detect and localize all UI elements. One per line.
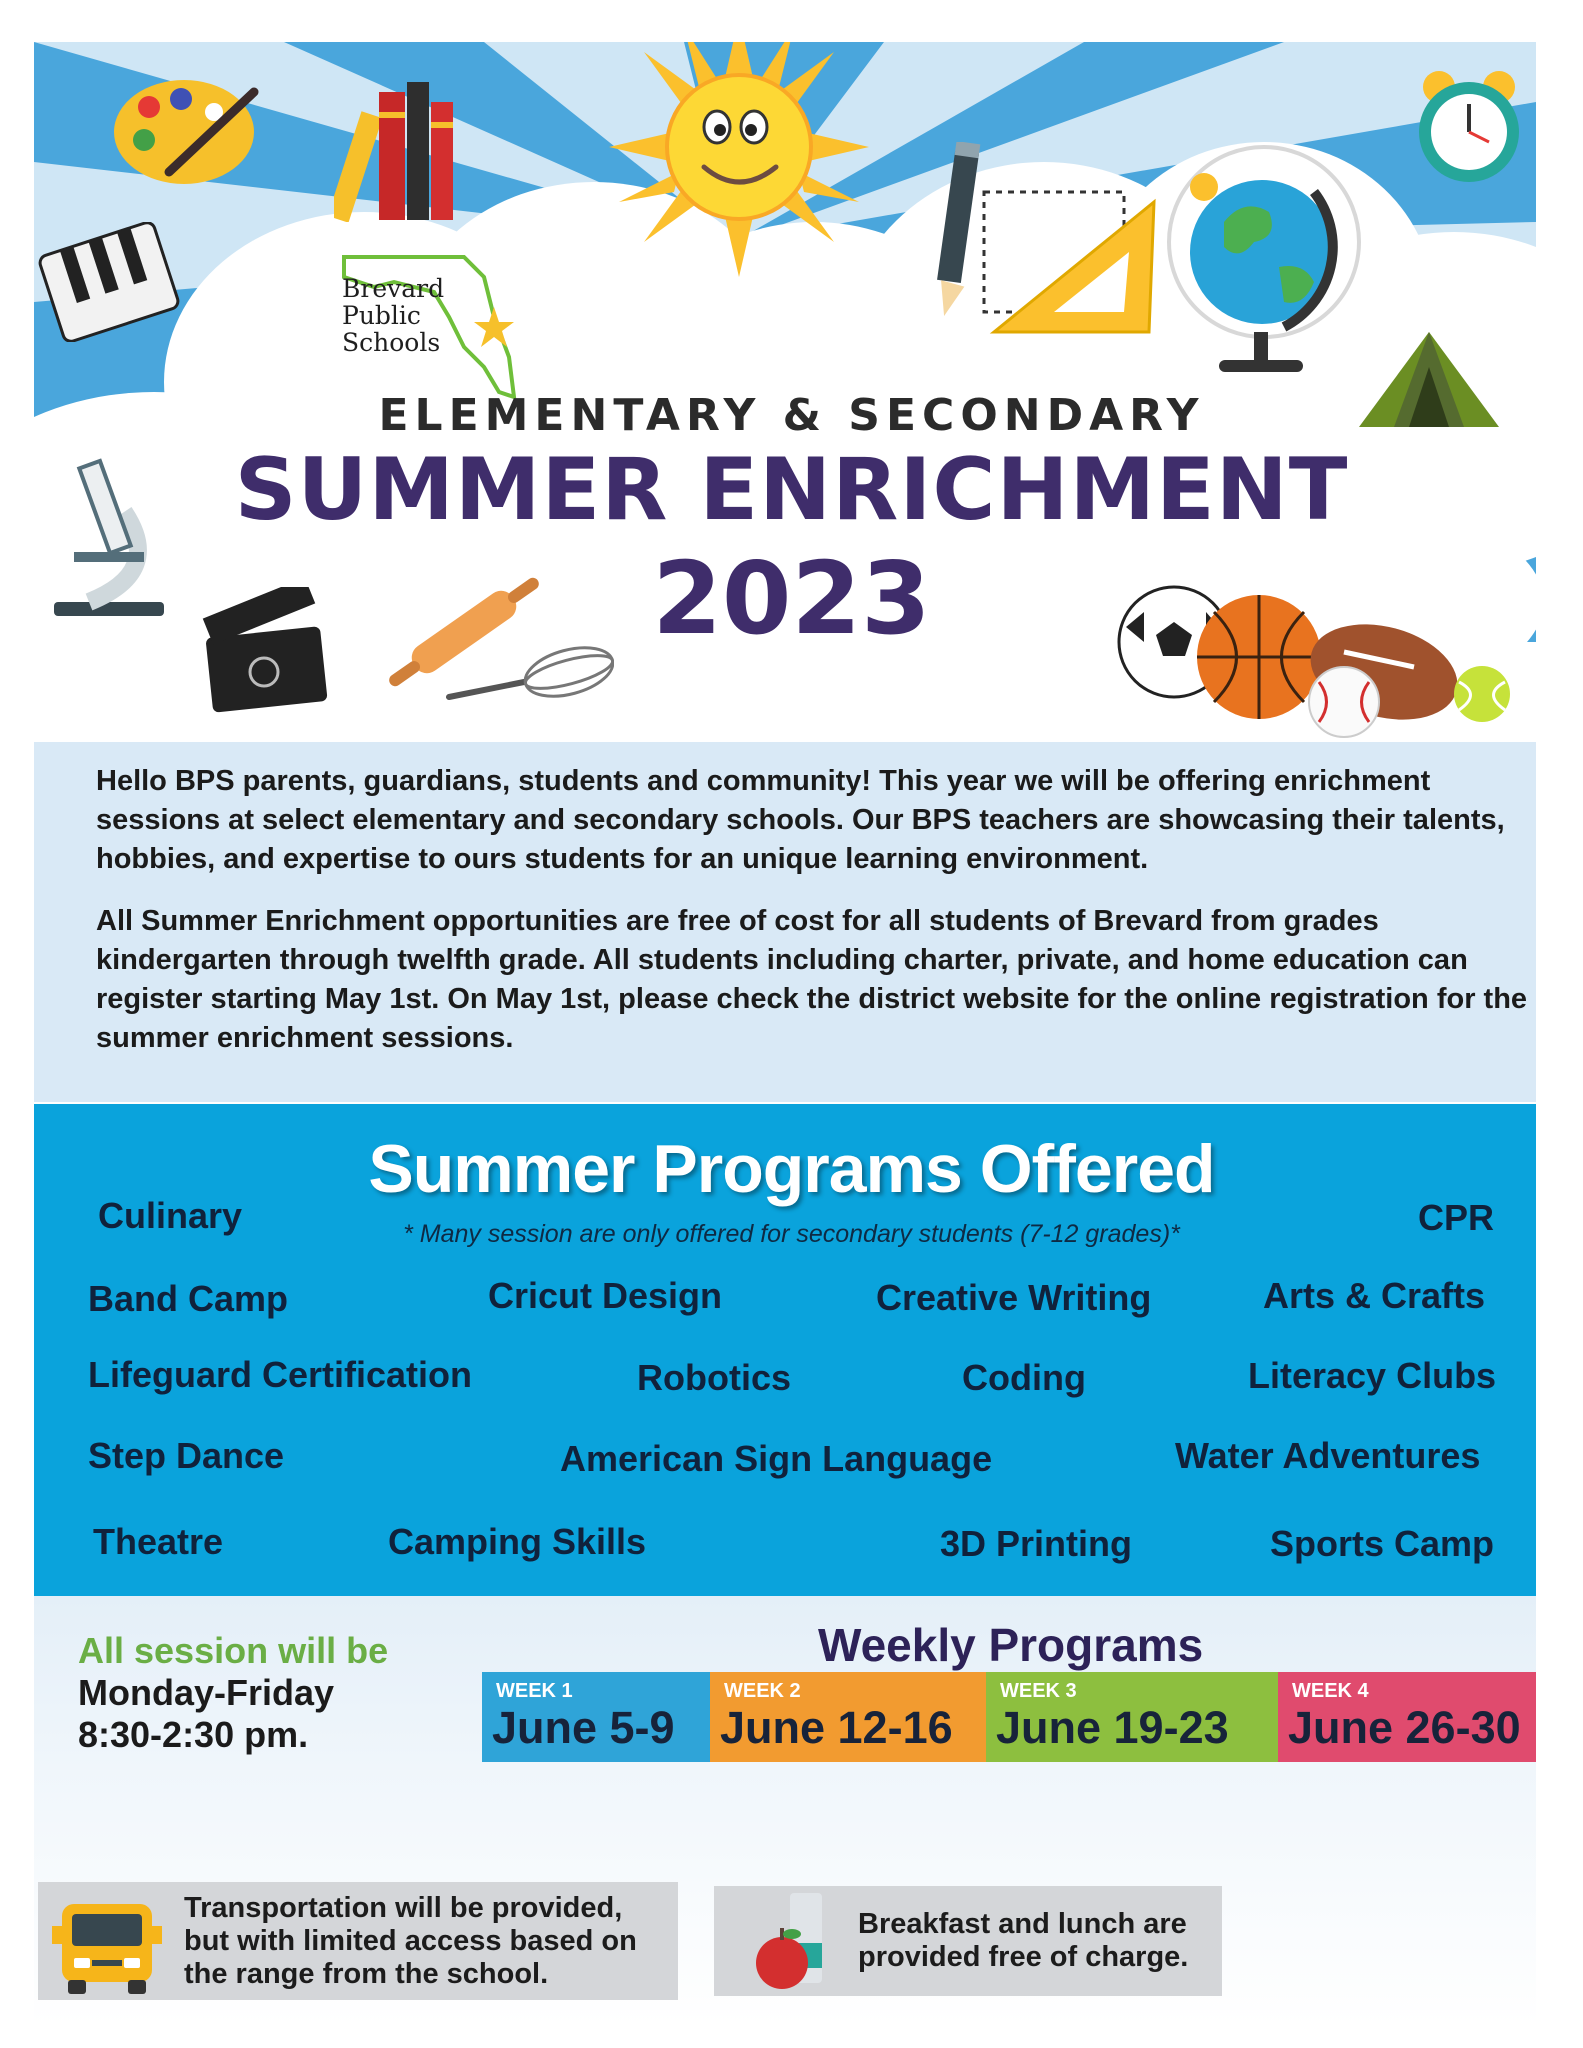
week-dates: June 12-16 xyxy=(720,1702,953,1753)
program-item: 3D Printing xyxy=(940,1523,1133,1564)
program-item: Coding xyxy=(962,1357,1086,1398)
school-bus-icon xyxy=(52,1896,162,1996)
logo-line-3: Schools xyxy=(342,328,441,357)
sun-icon xyxy=(604,42,874,282)
program-item: Creative Writing xyxy=(876,1277,1152,1318)
alarm-clock-icon xyxy=(1409,62,1529,192)
logo-line-2: Public xyxy=(342,301,421,330)
meals-line-1: Breakfast and lunch are xyxy=(858,1908,1187,1940)
program-item: Band Camp xyxy=(88,1278,289,1319)
pre-title: ELEMENTARY & SECONDARY xyxy=(378,390,1205,441)
piano-keys-icon xyxy=(34,222,184,342)
baseball-icon xyxy=(1309,667,1379,737)
program-item: Camping Skills xyxy=(388,1521,647,1562)
program-item: Robotics xyxy=(637,1357,792,1398)
week-dates: June 5-9 xyxy=(492,1702,675,1753)
transport-text xyxy=(184,1892,637,1991)
logo-line-1: Brevard xyxy=(342,274,445,303)
globe-icon xyxy=(1164,132,1364,382)
program-item: American Sign Language xyxy=(560,1438,993,1479)
week-1-block xyxy=(482,1672,710,1762)
ruler-triangle-icon xyxy=(974,182,1164,352)
program-item: Water Adventures xyxy=(1175,1435,1481,1476)
week-label: WEEK 1 xyxy=(496,1680,573,1702)
week-dates: June 19-23 xyxy=(996,1702,1229,1753)
program-item: Step Dance xyxy=(88,1435,285,1476)
transport-line-1: Transportation will be provided, xyxy=(184,1892,623,1924)
week-2-block xyxy=(710,1672,986,1762)
meals-line-2: provided free of charge. xyxy=(858,1941,1189,1973)
week-label: WEEK 3 xyxy=(1000,1680,1077,1702)
sessions-label: All session will be xyxy=(78,1630,389,1671)
week-4-block xyxy=(1278,1672,1536,1762)
week-label: WEEK 2 xyxy=(724,1680,801,1702)
program-item: CPR xyxy=(1418,1197,1495,1238)
title-year: 2023 xyxy=(652,540,931,657)
main-title: SUMMER ENRICHMENT xyxy=(234,440,1349,540)
meals-text xyxy=(858,1908,1188,1974)
intro-paragraph-2: All Summer Enrichment opportunities are free of cost for all students of Brevard from grades kindergarten through twelfth grade. All students including charter, private, and home education can register starting May 1st. On May 1st, please check the district website for the online registration for the summer enrichment sessions. xyxy=(96,905,1528,1054)
programs-note: * Many session are only offered for secondary students (7-12 grades)* xyxy=(403,1220,1180,1248)
transport-notice xyxy=(38,1882,678,2000)
program-item: Arts & Crafts xyxy=(1263,1275,1486,1316)
week-label: WEEK 4 xyxy=(1292,1680,1369,1702)
transport-line-2: but with limited access based on xyxy=(184,1925,637,1957)
program-item: Sports Camp xyxy=(1270,1523,1495,1564)
week-3-block xyxy=(986,1672,1278,1762)
intro-paragraph-1: Hello BPS parents, guardians, students and community! This year we will be offering enrichment sessions at select elementary and secondary schools. Our BPS teachers are showcasing their talents, hobbies, and expertise to ours students for an unique learning environment. xyxy=(96,765,1505,875)
programs-title: Summer Programs Offered xyxy=(368,1131,1215,1207)
intro-section xyxy=(34,742,1536,1102)
session-hours: 8:30-2:30 pm. xyxy=(78,1714,309,1755)
logo-text xyxy=(342,275,444,356)
program-item: Lifeguard Certification xyxy=(88,1354,473,1395)
transport-line-3: the range from the school. xyxy=(184,1958,549,1990)
tennis-ball-icon xyxy=(1454,666,1510,722)
program-item: Theatre xyxy=(93,1521,224,1562)
meal-icons xyxy=(750,1888,830,1994)
program-item: Cricut Design xyxy=(488,1275,723,1316)
session-days: Monday-Friday xyxy=(78,1672,335,1713)
program-item: Culinary xyxy=(98,1195,243,1236)
week-dates: June 26-30 xyxy=(1288,1702,1521,1753)
program-item: Literacy Clubs xyxy=(1248,1355,1497,1396)
weekly-programs-title: Weekly Programs xyxy=(818,1619,1204,1671)
paint-palette-icon xyxy=(109,72,259,192)
meals-notice xyxy=(714,1886,1222,1996)
books-icon xyxy=(334,72,474,222)
